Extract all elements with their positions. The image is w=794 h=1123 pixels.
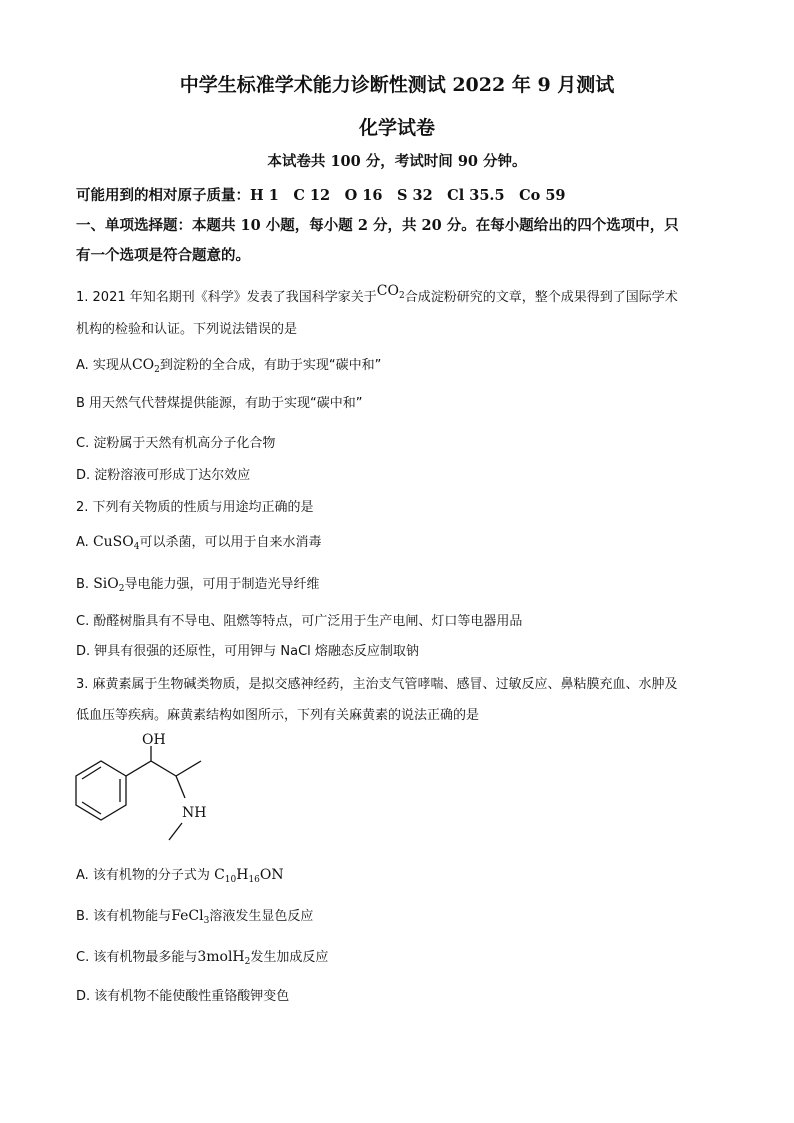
q3-option-b[interactable]: B. 该有机物能与FeCl$_3$溶液发生显色反应 (76, 908, 314, 926)
q1-stem-part1: 1. 2021 年知名期刊《科学》发表了我国科学家关于 (76, 290, 377, 305)
hydroxyl-label: OH (142, 732, 166, 748)
h2-formula: 3molH$_2$ (197, 949, 251, 967)
q3-stem-line1: 3. 麻黄素属于生物碱类物质，是拟交感神经药，主治支气管哮喘、感冒、过敏反应、鼻粘膜充血、水肿及 (76, 677, 678, 692)
q3-option-d[interactable]: D. 该有机物不能使酸性重铬酸钾变色 (76, 989, 290, 1004)
cuso4-formula: CuSO$_4$ (92, 534, 140, 552)
q3-stem-line2: 低血压等疾病。麻黄素结构如图所示，下列有关麻黄素的说法正确的是 (76, 708, 480, 723)
subject-title: 化学试卷 (358, 117, 435, 139)
q3-option-c[interactable]: C. 该有机物最多能与3molH$_2$发生加成反应 (76, 949, 329, 967)
exam-info: 本试卷共 100 分，考试时间 90 分钟。 (267, 153, 527, 170)
fecl3-formula: FeCl$_3$ (171, 908, 210, 926)
section-heading-line1: 一、单项选择题：本题共 10 小题，每小题 2 分，共 20 分。在每小题给出的四个选项中，只 (76, 217, 679, 234)
q1-option-c[interactable]: C. 淀粉属于天然有机高分子化合物 (76, 436, 276, 451)
q1-stem-line1 (76, 283, 678, 305)
co2-formula: $CO_2$ (376, 283, 405, 301)
q1-option-a[interactable]: A. 实现从$CO_2$到淀粉的全合成，有助于实现“碳中和” (76, 357, 382, 375)
q1-option-b[interactable]: B 用天然气代替煤提供能源，有助于实现“碳中和” (76, 396, 363, 411)
q2-option-a[interactable]: A. CuSO$_4$可以杀菌，可以用于自来水消毒 (76, 534, 322, 552)
exam-title: 中学生标准学术能力诊断性测试 2022 年 9 月测试 (179, 74, 615, 96)
co2-formula: $CO_2$ (131, 357, 160, 375)
q1-stem-line2: 机构的检验和认证。下列说法错误的是 (76, 322, 298, 337)
q2-stem: 2. 下列有关物质的性质与用途均正确的是 (76, 500, 314, 515)
q2-option-b[interactable]: B. SiO$_2$导电能力强，可用于制造光导纤维 (76, 576, 320, 594)
q3-option-a[interactable]: A. 该有机物的分子式为 $C_{10}H_{16}ON$ (76, 867, 284, 885)
q1-option-d[interactable]: D. 淀粉溶液可形成丁达尔效应 (76, 468, 251, 483)
ephedrine-structure (70, 728, 220, 848)
section-heading-line2: 有一个选项是符合题意的。 (76, 247, 250, 264)
sio2-formula: SiO$_2$ (93, 576, 125, 594)
q2-option-d[interactable]: D. 钾具有很强的还原性，可用钾与 NaCl 熔融态反应制取钠 (76, 644, 419, 659)
atomic-masses: 可能用到的相对原子质量：H 1 C 12 O 16 S 32 Cl 35.5 Co 59 (76, 187, 566, 204)
molecular-formula: $C_{10}H_{16}ON$ (214, 867, 284, 885)
q1-stem-part2: 合成淀粉研究的文章，整个成果得到了国际学术 (404, 290, 678, 305)
amine-label: NH (182, 805, 207, 821)
q2-option-c[interactable]: C. 酚醛树脂具有不导电、阻燃等特点，可广泛用于生产电闸、灯口等电器用品 (76, 614, 523, 629)
